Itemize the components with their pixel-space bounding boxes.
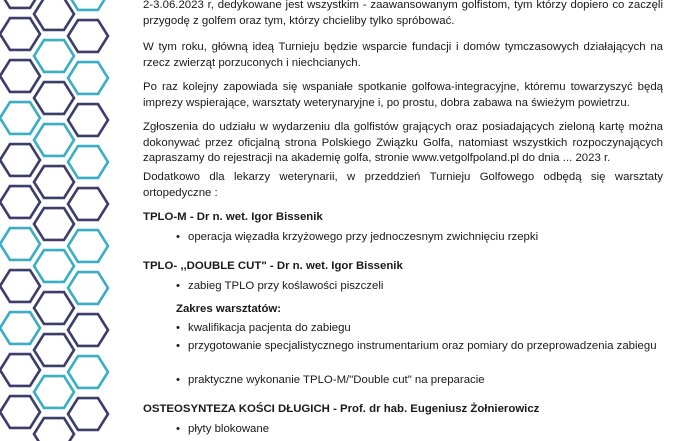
hexagon-shape [34, 292, 74, 324]
hexagon-shape [0, 354, 40, 386]
section-heading-double-cut: TPLO- ,,DOUBLE CUT" - Dr n. wet. Igor Bissenik [143, 260, 403, 272]
hexagon-shape [34, 250, 74, 282]
hexagon-shape [34, 334, 74, 366]
section-heading-osteosynthesis: OSTEOSYNTEZA KOŚCI DŁUGICH - Prof. dr hab. Eugeniusz Żołnierowicz [143, 403, 540, 415]
hexagon-shape [34, 418, 74, 441]
list-item: • przygotowanie specjalistycznego instrumentarium oraz pomiary do przeprowadzenia zabiegu [176, 339, 663, 355]
paragraph-event: Po raz kolejny zapowiada się wspaniałe spotkanie golfowa-integracyjne, któremu towarzyszyć będą imprezy wspierające, warsztaty weterynaryjne i, po prostu, dobra zabawa na świeżym powietrzu. [143, 81, 663, 109]
hexagon-shape [68, 188, 108, 220]
hexagon-shape [0, 60, 40, 92]
hexagon-pattern [0, 0, 125, 441]
bullet-icon: • [176, 374, 180, 386]
hexagon-shape [0, 18, 40, 50]
hexagon-shape [0, 228, 40, 260]
hexagon-shape [0, 144, 40, 176]
hexagon-shape [68, 230, 108, 262]
hexagon-shape [68, 314, 108, 346]
hexagon-shape [68, 398, 108, 430]
paragraph-workshops: Dodatkowo dla lekarzy weterynarii, w przeddzień Turnieju Golfowego odbędą się warsztaty ortopedyczne : [143, 171, 663, 199]
workshop-scope-heading: Zakres warsztatów: [176, 303, 282, 315]
hexagon-shape [0, 270, 40, 302]
hexagon-shape [68, 62, 108, 94]
hexagon-shape [0, 102, 40, 134]
hexagon-shape [34, 124, 74, 156]
hexagon-shape [34, 82, 74, 114]
bullet-icon: • [176, 340, 180, 352]
list-item: • zabieg TPLO przy koślawości piszczeli [176, 279, 663, 295]
hexagon-shape [34, 40, 74, 72]
hexagon-shape [68, 356, 108, 388]
hexagon-shape [68, 0, 108, 10]
list-item: • operacja więzadła krzyżowego przy jednoczesnym zwichnięciu rzepki [176, 230, 663, 246]
hexagon-shape [34, 0, 74, 30]
section-heading-tplo-m: TPLO-M - Dr n. wet. Igor Bissenik [143, 211, 323, 223]
hexagon-shape [0, 396, 40, 428]
hexagon-shape [68, 146, 108, 178]
paragraph-idea: W tym roku, główną ideą Turnieju będzie wsparcie fundacji i domów tymczasowych działających na rzecz zwierząt porzuconych i niechcianych. [143, 41, 663, 69]
bullet-icon: • [176, 280, 180, 292]
paragraph-registration: Zgłoszenia do udziału w wydarzeniu dla golfistów grających oraz posiadających zieloną kartę można dokonywać przez oficjalną strona Polskiego Związku Golfa, natomiast wszystkich rozpoczynających zapraszamy do rejestracji na akademię golfa, stronie www.vetgolfpoland.pl do dnia ... 2023 r. [143, 121, 663, 164]
hexagon-shape [0, 312, 40, 344]
list-item: • kwalifikacja pacjenta do zabiegu [176, 321, 663, 337]
hexagon-shape [34, 166, 74, 198]
bullet-icon: • [176, 423, 180, 435]
hexagon-shape [68, 104, 108, 136]
list-item: • płyty blokowane [176, 422, 663, 438]
hexagon-shape [34, 376, 74, 408]
hexagon-shape [68, 272, 108, 304]
hexagon-shape [34, 208, 74, 240]
hexagon-shape [0, 0, 40, 8]
bullet-icon: • [176, 231, 180, 243]
bullet-icon: • [176, 322, 180, 334]
list-item: • praktyczne wykonanie TPLO-M/"Double cut" na preparacie [176, 373, 663, 389]
paragraph-intro: 2-3.06.2023 r, dedykowane jest wszystkim - zaawansowanym golfistom, tym którzy dopiero co zaczęli przygodę z golfem oraz tym, którzy chcieliby tylko spróbować. [143, 0, 663, 27]
hexagon-shape [68, 20, 108, 52]
hexagon-shape [0, 186, 40, 218]
